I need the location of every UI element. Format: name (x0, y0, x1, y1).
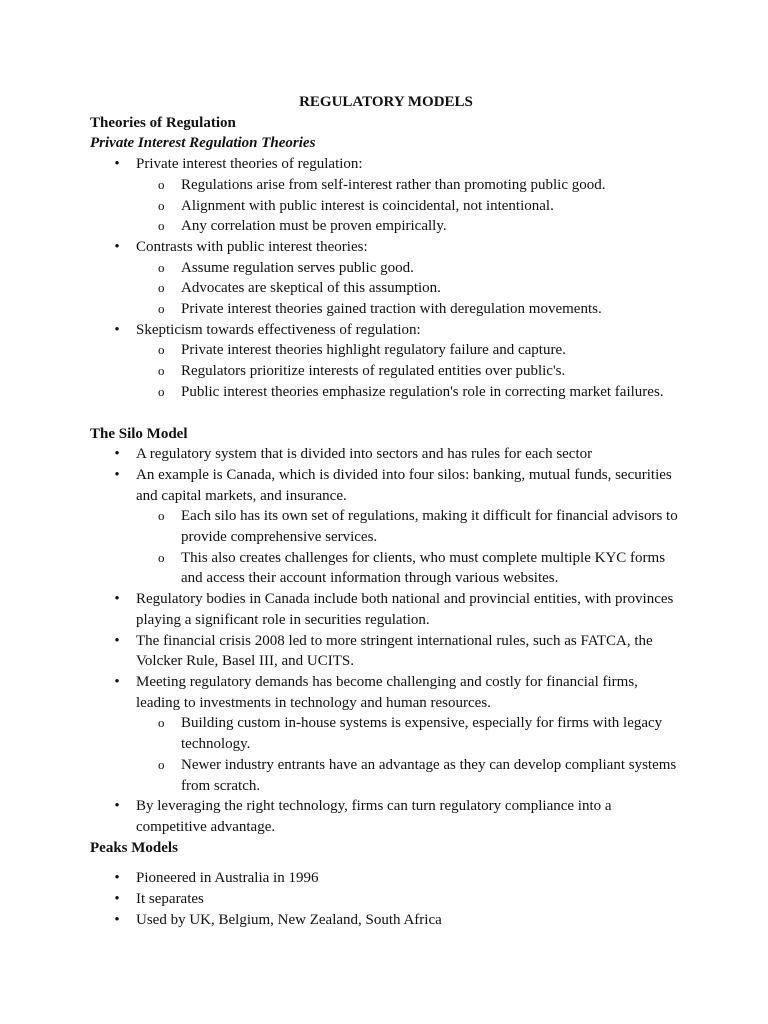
sub-list (136, 713, 682, 796)
theories-heading: Theories of Regulation (90, 114, 236, 131)
hollow-bullet-icon: o (158, 259, 165, 275)
hollow-bullet-icon: o (158, 280, 165, 296)
hollow-bullet-icon: o (158, 176, 165, 192)
sub-list-item-text: Newer industry entrants have an advantage as they can develop compliant systems from scratch. (181, 756, 677, 794)
sub-list-item (136, 548, 682, 589)
sub-list-item (136, 299, 682, 320)
list-item (90, 320, 682, 403)
sub-list-item-text: This also creates challenges for clients, who must complete multiple KYC forms and access their account information through various websites. (181, 549, 666, 587)
list-item-text: Meeting regulatory demands has become challenging and costly for financial firms, leading to investments in technology and human resources. (136, 673, 638, 711)
hollow-bullet-icon: o (158, 342, 165, 358)
section-spacer (90, 403, 682, 424)
sub-list-item-text: Each silo has its own set of regulations, making it difficult for financial advisors to provide comprehensive services. (181, 508, 678, 546)
list-item (90, 672, 682, 796)
list-item (90, 237, 682, 320)
sub-list-item-text: Regulators prioritize interests of regulated entities over public's. (181, 363, 566, 380)
list-item-text: The financial crisis 2008 led to more stringent international rules, such as FATCA, the Volcker Rule, Basel III, and UCITS. (136, 632, 653, 670)
sub-list-item (136, 713, 682, 754)
bullet-icon: • (114, 238, 120, 255)
bullet-icon: • (114, 591, 120, 608)
sub-list-item-text: Public interest theories emphasize regulation's role in correcting market failures. (181, 383, 664, 400)
silo-heading: The Silo Model (90, 425, 188, 442)
bullet-icon: • (114, 632, 120, 649)
sub-list-item (136, 340, 682, 361)
sub-list-item-text: Building custom in-house systems is expensive, especially for firms with legacy technology. (181, 715, 663, 753)
sub-list (136, 258, 682, 320)
hollow-bullet-icon: o (158, 383, 165, 399)
list-item (90, 444, 682, 465)
sub-list (136, 506, 682, 589)
list-item (90, 868, 682, 889)
sub-list-item-text: Private interest theories gained traction with deregulation movements. (181, 301, 602, 318)
sub-list-item (136, 278, 682, 299)
hollow-bullet-icon: o (158, 508, 165, 524)
list-item (90, 154, 682, 237)
sub-list-item-text: Alignment with public interest is coincidental, not intentional. (181, 197, 554, 214)
sub-list-item (136, 216, 682, 237)
hollow-bullet-icon: o (158, 218, 165, 234)
hollow-bullet-icon: o (158, 549, 165, 565)
bullet-icon: • (114, 156, 120, 173)
bullet-icon: • (114, 798, 120, 815)
bullet-icon: • (114, 870, 120, 887)
peaks-heading: Peaks Models (90, 839, 178, 856)
list-item (90, 631, 682, 672)
bullet-icon: • (114, 911, 120, 928)
list-item-text: A regulatory system that is divided into sectors and has rules for each sector (136, 446, 593, 463)
document-title: REGULATORY MODELS (299, 94, 473, 110)
peaks-list (90, 868, 682, 930)
list-item-text: Used by UK, Belgium, New Zealand, South Africa (136, 911, 442, 928)
bullet-icon: • (114, 673, 120, 690)
list-item-text: Contrasts with public interest theories: (136, 238, 368, 255)
sub-list-item-text: Any correlation must be proven empirically. (181, 218, 447, 235)
list-item-text: An example is Canada, which is divided into four silos: banking, mutual funds, securities and capital markets, and insurance. (136, 466, 672, 504)
theories-list (90, 154, 682, 402)
sub-list-item (136, 506, 682, 547)
list-item (90, 465, 682, 589)
list-item (90, 910, 682, 931)
hollow-bullet-icon: o (158, 197, 165, 213)
sub-list-item (136, 755, 682, 796)
document-page (90, 92, 682, 930)
list-item-text: Pioneered in Australia in 1996 (136, 870, 319, 887)
hollow-bullet-icon: o (158, 715, 165, 731)
list-item-text: By leveraging the right technology, firms can turn regulatory compliance into a competitive advantage. (136, 798, 612, 835)
section-spacer (90, 858, 682, 868)
sub-list-item-text: Advocates are skeptical of this assumption. (181, 280, 441, 297)
private-interest-subheading: Private Interest Regulation Theories (90, 135, 316, 152)
sub-list-item-text: Assume regulation serves public good. (181, 259, 414, 276)
sub-list-item (136, 196, 682, 217)
silo-list (90, 444, 682, 837)
bullet-icon: • (114, 466, 120, 483)
bullet-icon: • (114, 321, 120, 338)
list-item-text: Private interest theories of regulation: (136, 156, 363, 173)
sub-list-item (136, 258, 682, 279)
list-item-text: It separates (136, 891, 204, 908)
sub-list (136, 340, 682, 402)
sub-list-item (136, 175, 682, 196)
hollow-bullet-icon: o (158, 301, 165, 317)
sub-list-item (136, 382, 682, 403)
list-item (90, 589, 682, 630)
hollow-bullet-icon: o (158, 363, 165, 379)
sub-list (136, 175, 682, 237)
sub-list-item-text: Regulations arise from self-interest rather than promoting public good. (181, 176, 606, 193)
bullet-icon: • (114, 891, 120, 908)
bullet-icon: • (114, 446, 120, 463)
list-item-text: Regulatory bodies in Canada include both national and provincial entities, with provinces playing a significant role in securities regulation. (136, 591, 674, 628)
list-item (90, 889, 682, 910)
list-item (90, 796, 682, 837)
hollow-bullet-icon: o (158, 756, 165, 772)
sub-list-item-text: Private interest theories highlight regulatory failure and capture. (181, 342, 566, 359)
list-item-text: Skepticism towards effectiveness of regulation: (136, 321, 421, 338)
sub-list-item (136, 361, 682, 382)
